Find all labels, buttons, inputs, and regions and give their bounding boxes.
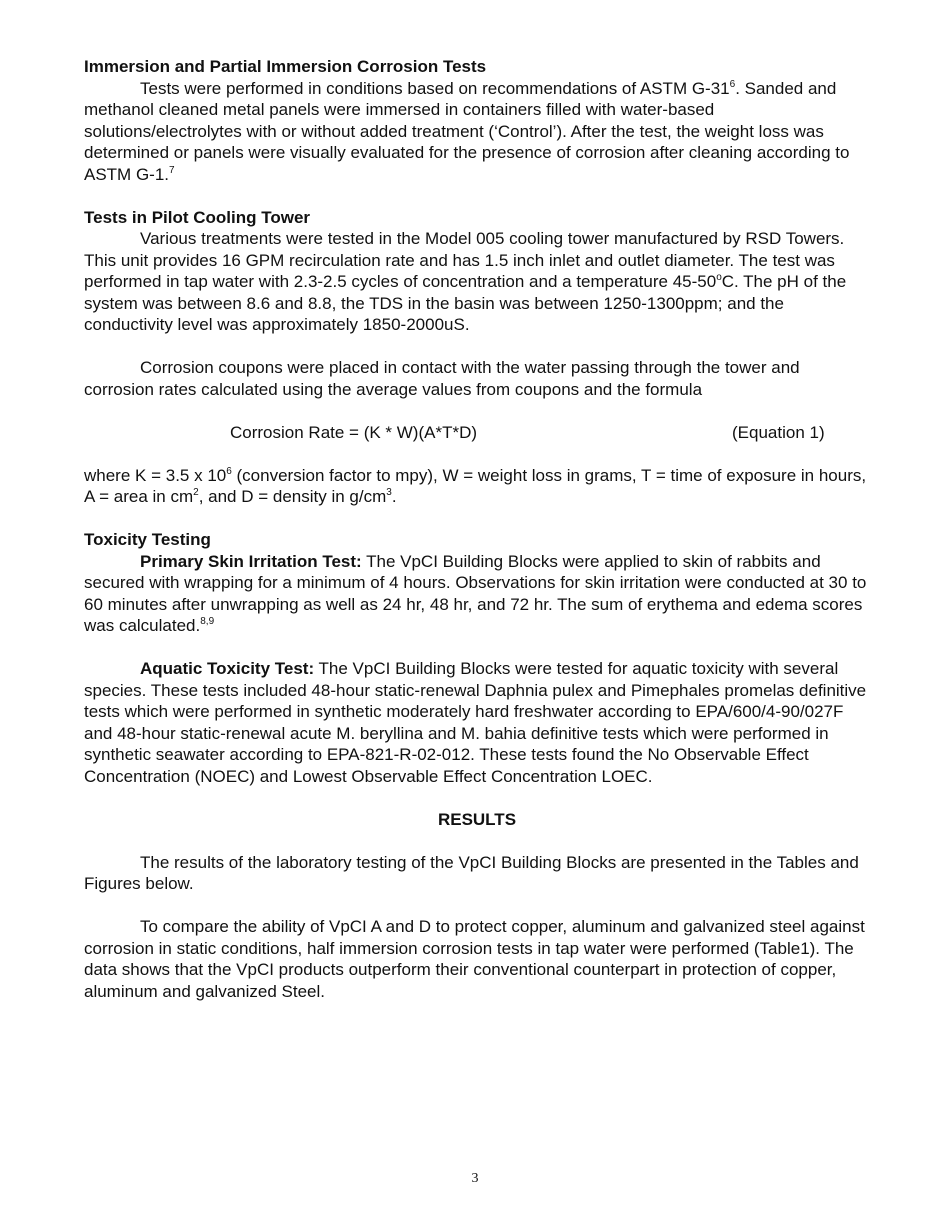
paragraph-equation-legend: where K = 3.5 x $10^6$ (conversion factor to mpy), W = weight loss in grams, T = time of exposure in hours, A = area in $cm^2$, and D = density in $g/cm^3$. bbox=[84, 465, 867, 506]
section-heading-toxicity: Toxicity Testing bbox=[84, 530, 211, 549]
results-heading: RESULTS bbox=[437, 809, 517, 829]
page-body bbox=[84, 56, 870, 1002]
section-heading-immersion: Immersion and Partial Immersion Corrosion Tests bbox=[84, 57, 487, 76]
equation-formula: Corrosion Rate = (K * W)(A*T*D) bbox=[230, 422, 478, 442]
paragraph-coupons: Corrosion coupons were placed in contact with the water passing through the tower and corrosion rates calculated using the average values from coupons and the formula bbox=[84, 358, 800, 399]
paragraph-pilot-tower: Various treatments were tested in the Model 005 cooling tower manufactured by RSD Towers. This unit provides 16 GPM recirculation rate and has 1.5 inch inlet and outlet diameter. The test was performed in tap water with 2.3-2.5 cycles of concentration and a temperature 45-50$^o$C. The pH of the system was between 8.6 and 8.8, the TDS in the basin was between 1250-1300ppm; and the conductivity level was approximately 1850-2000uS. bbox=[84, 229, 847, 334]
paragraph-skin-irritation: Primary Skin Irritation Test: The VpCI Building Blocks were applied to skin of rabbits and secured with wrapping for a minimum of 4 hours. Observations for skin irritation were conducted at 30 to 60 minutes after unwrapping as well as 24 hr, 48 hr, and 72 hr. The sum of erythema and edema scores was calculated.$^{8,9}$ bbox=[84, 551, 867, 635]
paragraph-results-comparison: To compare the ability of VpCI A and D to protect copper, aluminum and galvanized steel against corrosion in static conditions, half immersion corrosion tests in tap water were performed (Table1). The data shows that the VpCI products outperform their conventional counterpart in protection of copper, aluminum and galvanized Steel. bbox=[84, 917, 865, 1001]
equation-1 bbox=[84, 422, 870, 444]
paragraph-immersion: Tests were performed in conditions based on recommendations of ASTM $G-31^6$. Sanded and methanol cleaned metal panels were immersed in containers filled with water-based solutions/electrolytes with or without added treatment (‘Control’). After the test, the weight loss was determined or panels were visually evaluated for the presence of corrosion after cleaning according to ASTM G-1.$^7$ bbox=[84, 78, 850, 184]
paragraph-results-intro: The results of the laboratory testing of the VpCI Building Blocks are presented in the Tables and Figures below. bbox=[84, 852, 859, 893]
page-number: 3 bbox=[471, 1171, 479, 1186]
equation-label: (Equation 1) bbox=[732, 422, 825, 442]
section-heading-pilot-tower: Tests in Pilot Cooling Tower bbox=[84, 207, 311, 227]
paragraph-aquatic-toxicity: Aquatic Toxicity Test: The VpCI Building Blocks were tested for aquatic toxicity with several species. These tests included 48-hour static-renewal Daphnia pulex and Pimephales promelas definitive tests which were performed in synthetic moderately hard freshwater according to EPA/600/4-90/027F and 48-hour static-renewal acute M. beryllina and M. bahia definitive tests which were performed in synthetic seawater according to EPA-821-R-02-012. These tests found the No Observable Effect Concentration (NOEC) and Lowest Observable Effect Concentration LOEC. bbox=[84, 659, 867, 786]
